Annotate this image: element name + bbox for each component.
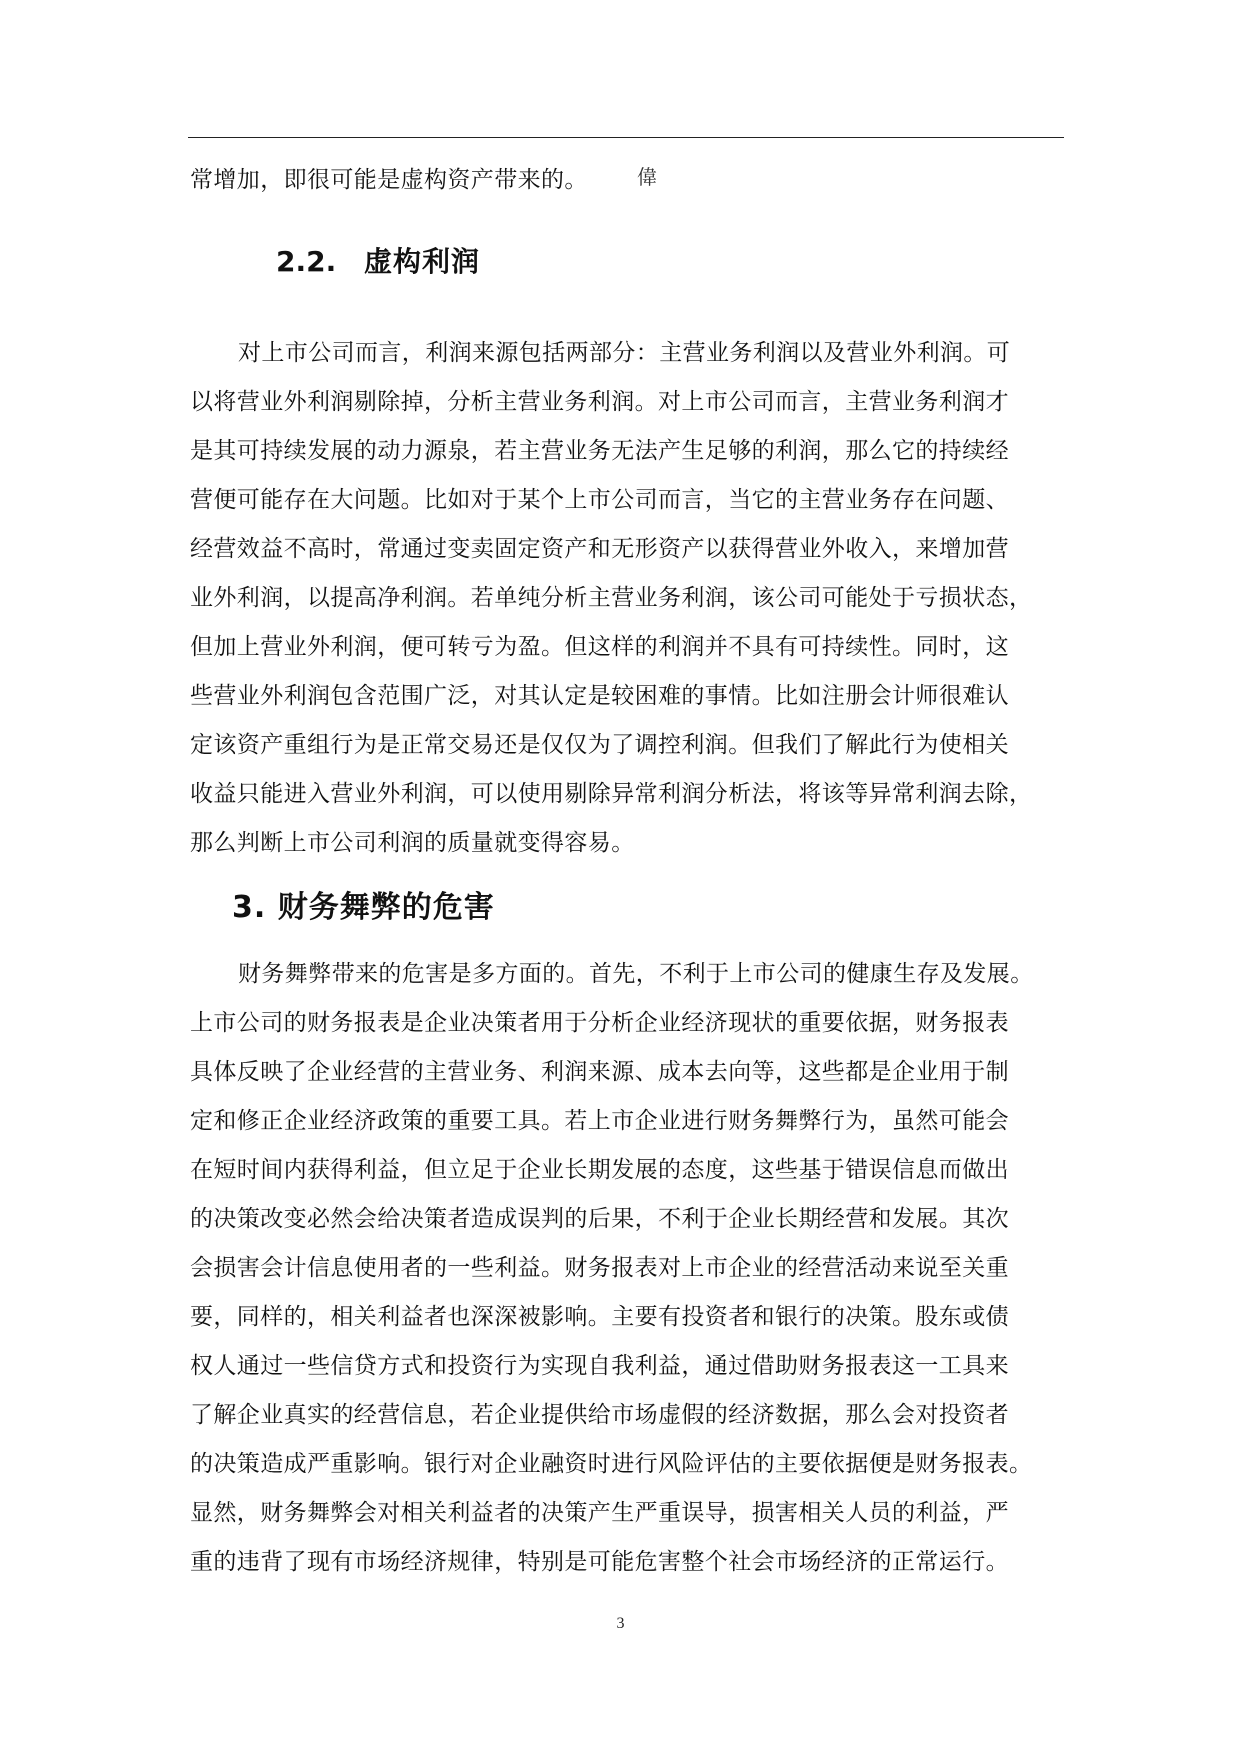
paragraph-line: 但加上营业外利润，便可转亏为盈。但这样的利润并不具有可持续性。同时，这 [190, 634, 1009, 660]
paragraph-line: 在短时间内获得利益，但立足于企业长期发展的态度，这些基于错误信息而做出 [190, 1157, 1009, 1183]
paragraph-line: 些营业外利润包含范围广泛，对其认定是较困难的事情。比如注册会计师很难认 [190, 683, 1009, 709]
paragraph-line: 业外利润，以提高净利润。若单纯分析主营业务利润，该公司可能处于亏损状态， [190, 585, 1033, 611]
paragraph-line: 重的违背了现有市场经济规律，特别是可能危害整个社会市场经济的正常运行。 [190, 1549, 1009, 1575]
paragraph-line: 定该资产重组行为是正常交易还是仅仅为了调控利润。但我们了解此行为使相关 [190, 732, 1009, 758]
section-2-2-number: 2.2. [276, 245, 337, 278]
paragraph-line: 了解企业真实的经营信息，若企业提供给市场虚假的经济数据，那么会对投资者 [190, 1402, 1009, 1428]
section-3-heading: 3. 财务舞弊的危害 [232, 890, 495, 925]
paragraph-line: 是其可持续发展的动力源泉，若主营业务无法产生足够的利润，那么它的持续经 [190, 438, 1009, 464]
paragraph-line: 的决策造成严重影响。银行对企业融资时进行风险评估的主要依据便是财务报表。 [190, 1451, 1033, 1477]
paragraph-line: 经营效益不高时，常通过变卖固定资产和无形资产以获得营业外收入，来增加营 [190, 536, 1009, 562]
paragraph-line: 财务舞弊带来的危害是多方面的。首先，不利于上市公司的健康生存及发展。 [238, 961, 1034, 987]
paragraph-line: 权人通过一些信贷方式和投资行为实现自我利益，通过借助财务报表这一工具来 [190, 1353, 1009, 1379]
paragraph-line: 定和修正企业经济政策的重要工具。若上市企业进行财务舞弊行为，虽然可能会 [190, 1108, 1009, 1134]
paragraph-line: 收益只能进入营业外利润，可以使用剔除异常利润分析法，将该等异常利润去除， [190, 781, 1033, 807]
stray-character: 偉 [637, 165, 657, 189]
paragraph-line: 会损害会计信息使用者的一些利益。财务报表对上市企业的经营活动来说至关重 [190, 1255, 1009, 1281]
paragraph-line: 要，同样的，相关利益者也深深被影响。主要有投资者和银行的决策。股东或债 [190, 1304, 1009, 1330]
paragraph-line: 那么判断上市公司利润的质量就变得容易。 [190, 830, 635, 856]
continuation-line: 常增加，即很可能是虚构资产带来的。 [190, 167, 588, 193]
paragraph-line: 具体反映了企业经营的主营业务、利润来源、成本去向等，这些都是企业用于制 [190, 1059, 1009, 1085]
paragraph-line: 以将营业外利润剔除掉，分析主营业务利润。对上市公司而言，主营业务利润才 [190, 389, 1009, 415]
paragraph-line: 显然，财务舞弊会对相关利益者的决策产生严重误导，损害相关人员的利益，严 [190, 1500, 1009, 1526]
paragraph-line: 上市公司的财务报表是企业决策者用于分析企业经济现状的重要依据，财务报表 [190, 1010, 1009, 1036]
header-rule [188, 137, 1064, 138]
paragraph-line: 的决策改变必然会给决策者造成误判的后果，不利于企业长期经营和发展。其次 [190, 1206, 1009, 1232]
paragraph-line: 营便可能存在大问题。比如对于某个上市公司而言，当它的主营业务存在问题、 [190, 487, 1009, 513]
section-2-2-title: 虚构利润 [364, 245, 481, 278]
page-number: 3 [616, 1615, 625, 1632]
paragraph-line: 对上市公司而言，利润来源包括两部分：主营业务利润以及营业外利润。可 [238, 340, 1011, 366]
